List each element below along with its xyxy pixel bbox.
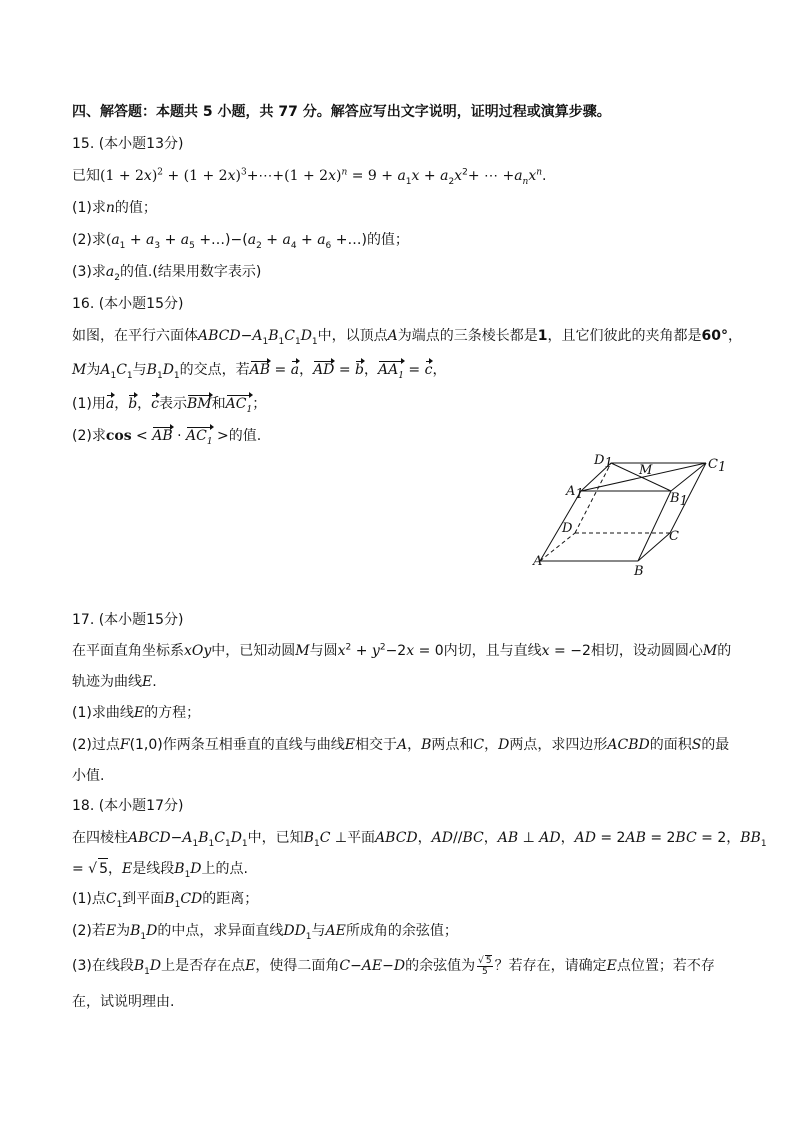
q18-statement-line1: 在四棱柱$ABCD-A_1B_1C_1D_1$中，已知$B_1C$ ⊥平面ABCD，AD//BC，AB ⊥ AD，AD = 2AB = 2BC = 2，$BB_1$ [72,830,767,849]
label-c: C [669,529,679,544]
label-b1: B1 [670,491,688,509]
q18-part2: (2)若E为$B_1D$的中点，求异面直线$DD_1$与AE所成角的余弦值； [72,923,458,942]
q17-part1: (1)求曲线E的方程； [72,705,201,721]
q18-header: 18. (本小题17分) [72,798,184,814]
q17-part2-cont: 小值. [72,768,105,784]
q18-part3: (3)在线段$B_1D$上是否存在点E，使得二面角C−AE−D的余弦值为 $\frac{√ 5}{5}$ ？若存在，请确定E点位置；若不存 [72,956,715,977]
label-a1: A1 [566,484,584,502]
parallelepiped-figure [520,448,760,588]
edge-b-b1 [638,491,671,561]
label-d: D [562,521,573,536]
label-m: M [639,463,653,478]
label-c1: C1 [708,457,727,475]
section-heading: 四、解答题：本题共 5 小题，共 77 分。解答应写出文字说明，证明过程或演算步骤。 [72,104,611,120]
label-a: A [533,554,543,569]
q17-part2: (2)过点F(1,0)作两条互相垂直的直线与曲线E相交于A，B两点和C，D两点，求四边形ACBD的面积S的最 [72,737,730,753]
q16-part2: (2)求cos < AB · $AC_1$ >的值. [72,428,262,447]
q18-part1: (1)点$C_1$到平面$B_1CD$的距离； [72,891,259,910]
label-b: B [634,564,644,579]
q16-statement-line2: M为$A_1C_1$与$B_1D_1$的交点，若AB = a，AD = b，$AA_1 = c$， [72,362,447,381]
q15-part1: (1)求n的值； [72,200,157,216]
q16-part1: (1)用a，b，c表示BM和$AC_1$； [72,396,267,415]
q17-statement-line1: 在平面直角坐标系xOy中，已知动圆M与圆$x^2 + y^2-2x = 0$内切，且与直线x = −2相切，设动圆圆心M的 [72,642,732,659]
hidden-edge-a-d [540,533,575,561]
label-d1: D1 [594,453,613,471]
q15-part2: (2)求($a_1 + a_3 + a_5$ $+\dots)-(a_2 + a_4 + a_6$ +…)的值； [72,232,409,251]
edge-b-c [638,533,670,561]
q18-part3-cont: 在，试说明理由. [72,994,175,1010]
q16-header: 16. (本小题15分) [72,296,184,312]
q15-statement: 已知$(1 + 2x)^2 + (1$ + $2x)^3+\cdots+(1 + 2x)^n = 9 + a_1x + a_2x^2+$ ⋯ $+a_nx^n$. [72,167,547,187]
q18-statement-line2: = √ 5，E是线段$B_1D$上的点. [72,858,248,879]
q17-statement-line2: 轨迹为曲线E. [72,674,157,690]
q15-part3: (3)求$a_2$的值.(结果用数字表示) [72,264,262,283]
q17-header: 17. (本小题15分) [72,612,184,628]
q15-header: 15. (本小题13分) [72,136,184,152]
fraction-sqrt5-over-5: $\frac{√ 5}{5}$ [478,956,492,977]
q16-statement-line1: 如图，在平行六面体$ABCD-A_1B_1C_1D_1$中，以顶点A为端点的三条棱长都是1，且它们彼此的夹角都是60°， [72,328,743,347]
